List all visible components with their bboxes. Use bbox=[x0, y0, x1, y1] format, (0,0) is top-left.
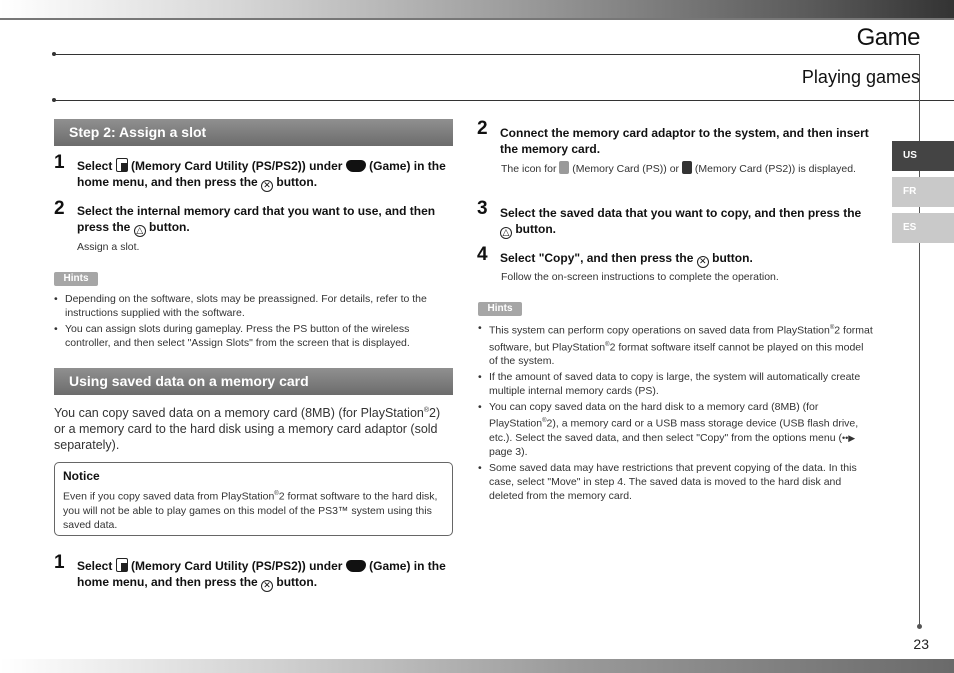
lang-tab-us[interactable]: US bbox=[892, 141, 954, 171]
game-controller-icon bbox=[346, 160, 366, 172]
page-reference-arrow-icon: ••▶ bbox=[841, 432, 856, 443]
list-item: • You can assign slots during gameplay. Press the PS button of the wireless controller, and then select "Assign Slots" from the screen that is displayed. bbox=[54, 322, 442, 350]
cross-button-icon: ✕ bbox=[261, 580, 273, 592]
header-rule-bottom bbox=[54, 100, 954, 101]
step-number: 2 bbox=[54, 198, 65, 219]
memory-card-utility-icon bbox=[116, 158, 128, 172]
triangle-button-icon: △ bbox=[500, 227, 512, 239]
step-instruction: Select (Memory Card Utility (PS/PS2)) under (Game) in the home menu, and then press the ✕ button. bbox=[77, 159, 446, 190]
lang-tab-es[interactable]: ES bbox=[892, 213, 954, 243]
header-rule-top bbox=[54, 54, 920, 55]
memory-card-ps-icon bbox=[559, 161, 569, 174]
page-title: Game bbox=[856, 24, 920, 51]
cross-button-icon: ✕ bbox=[697, 256, 709, 268]
memory-card-utility-icon bbox=[116, 558, 128, 572]
step-instruction: Select the internal memory card that you want to use, and then press the △ button. bbox=[77, 204, 436, 235]
right-margin-line bbox=[919, 54, 920, 627]
step-number: 2 bbox=[477, 118, 488, 139]
step-instruction: Select the saved data that you want to copy, and then press the △ button. bbox=[500, 206, 862, 237]
step-number: 1 bbox=[54, 152, 65, 173]
list-item: • If the amount of saved data to copy is large, the system will automatically create multiple internal memory cards (PS). bbox=[478, 370, 874, 398]
page-subtitle: Playing games bbox=[801, 67, 920, 87]
game-controller-icon bbox=[346, 560, 366, 572]
step-number: 4 bbox=[477, 244, 488, 265]
list-item: • Depending on the software, slots may be preassigned. For details, refer to the instructions supplied with the software. bbox=[54, 292, 442, 320]
hints-list bbox=[478, 321, 874, 505]
section-heading-assign-slot: Step 2: Assign a slot bbox=[54, 119, 453, 146]
list-item: • You can copy saved data on the hard disk to a memory card (8MB) (for PlayStation®2), a memory card or a USB mass storage device (USB flash drive, etc.). Select the saved data, and then select "Copy" from the options menu (••▶ page 3). bbox=[478, 400, 874, 459]
step-note: Assign a slot. bbox=[77, 241, 140, 253]
step-note: The icon for (Memory Card (PS)) or (Memory Card (PS2)) is displayed. bbox=[501, 163, 856, 175]
step-instruction: Select "Copy", and then press the ✕ button. bbox=[500, 251, 753, 266]
bottom-gradient-bar bbox=[0, 659, 954, 673]
intro-paragraph: You can copy saved data on a memory card (8MB) (for PlayStation®2) or a memory card to the hard disk using a memory card adaptor (sold separately). bbox=[54, 406, 441, 453]
hints-label: Hints bbox=[478, 302, 522, 316]
cross-button-icon: ✕ bbox=[261, 180, 273, 192]
step-number: 3 bbox=[477, 198, 488, 219]
triangle-button-icon: △ bbox=[134, 225, 146, 237]
section-heading-saved-data: Using saved data on a memory card bbox=[54, 368, 453, 395]
memory-card-ps2-icon bbox=[682, 161, 692, 174]
list-item: • Some saved data may have restrictions that prevent copying of the data. In this case, select "Move" in step 4. The saved data is moved to the hard disk and deleted from the memory card. bbox=[478, 461, 874, 503]
lang-tab-fr[interactable]: FR bbox=[892, 177, 954, 207]
page-number: 23 bbox=[913, 636, 929, 652]
notice-heading: Notice bbox=[63, 469, 100, 483]
hints-list bbox=[54, 292, 442, 352]
top-gradient-bar bbox=[0, 0, 954, 20]
step-note: Follow the on-screen instructions to complete the operation. bbox=[501, 271, 779, 283]
step-instruction: Select (Memory Card Utility (PS/PS2)) under (Game) in the home menu, and then press the ✕ button. bbox=[77, 559, 446, 590]
step-instruction: Connect the memory card adaptor to the system, and then insert the memory card. bbox=[500, 126, 869, 156]
notice-box bbox=[54, 462, 453, 536]
list-item: • This system can perform copy operations on saved data from PlayStation®2 format software, but PlayStation®2 format software itself cannot be played on this model of the system. bbox=[478, 321, 874, 368]
hints-label: Hints bbox=[54, 272, 98, 286]
notice-text: Even if you copy saved data from PlayStation®2 format software to the hard disk, you will not be able to play games on this model of the PS3™ system using this saved data. bbox=[63, 490, 438, 531]
step-number: 1 bbox=[54, 552, 65, 573]
